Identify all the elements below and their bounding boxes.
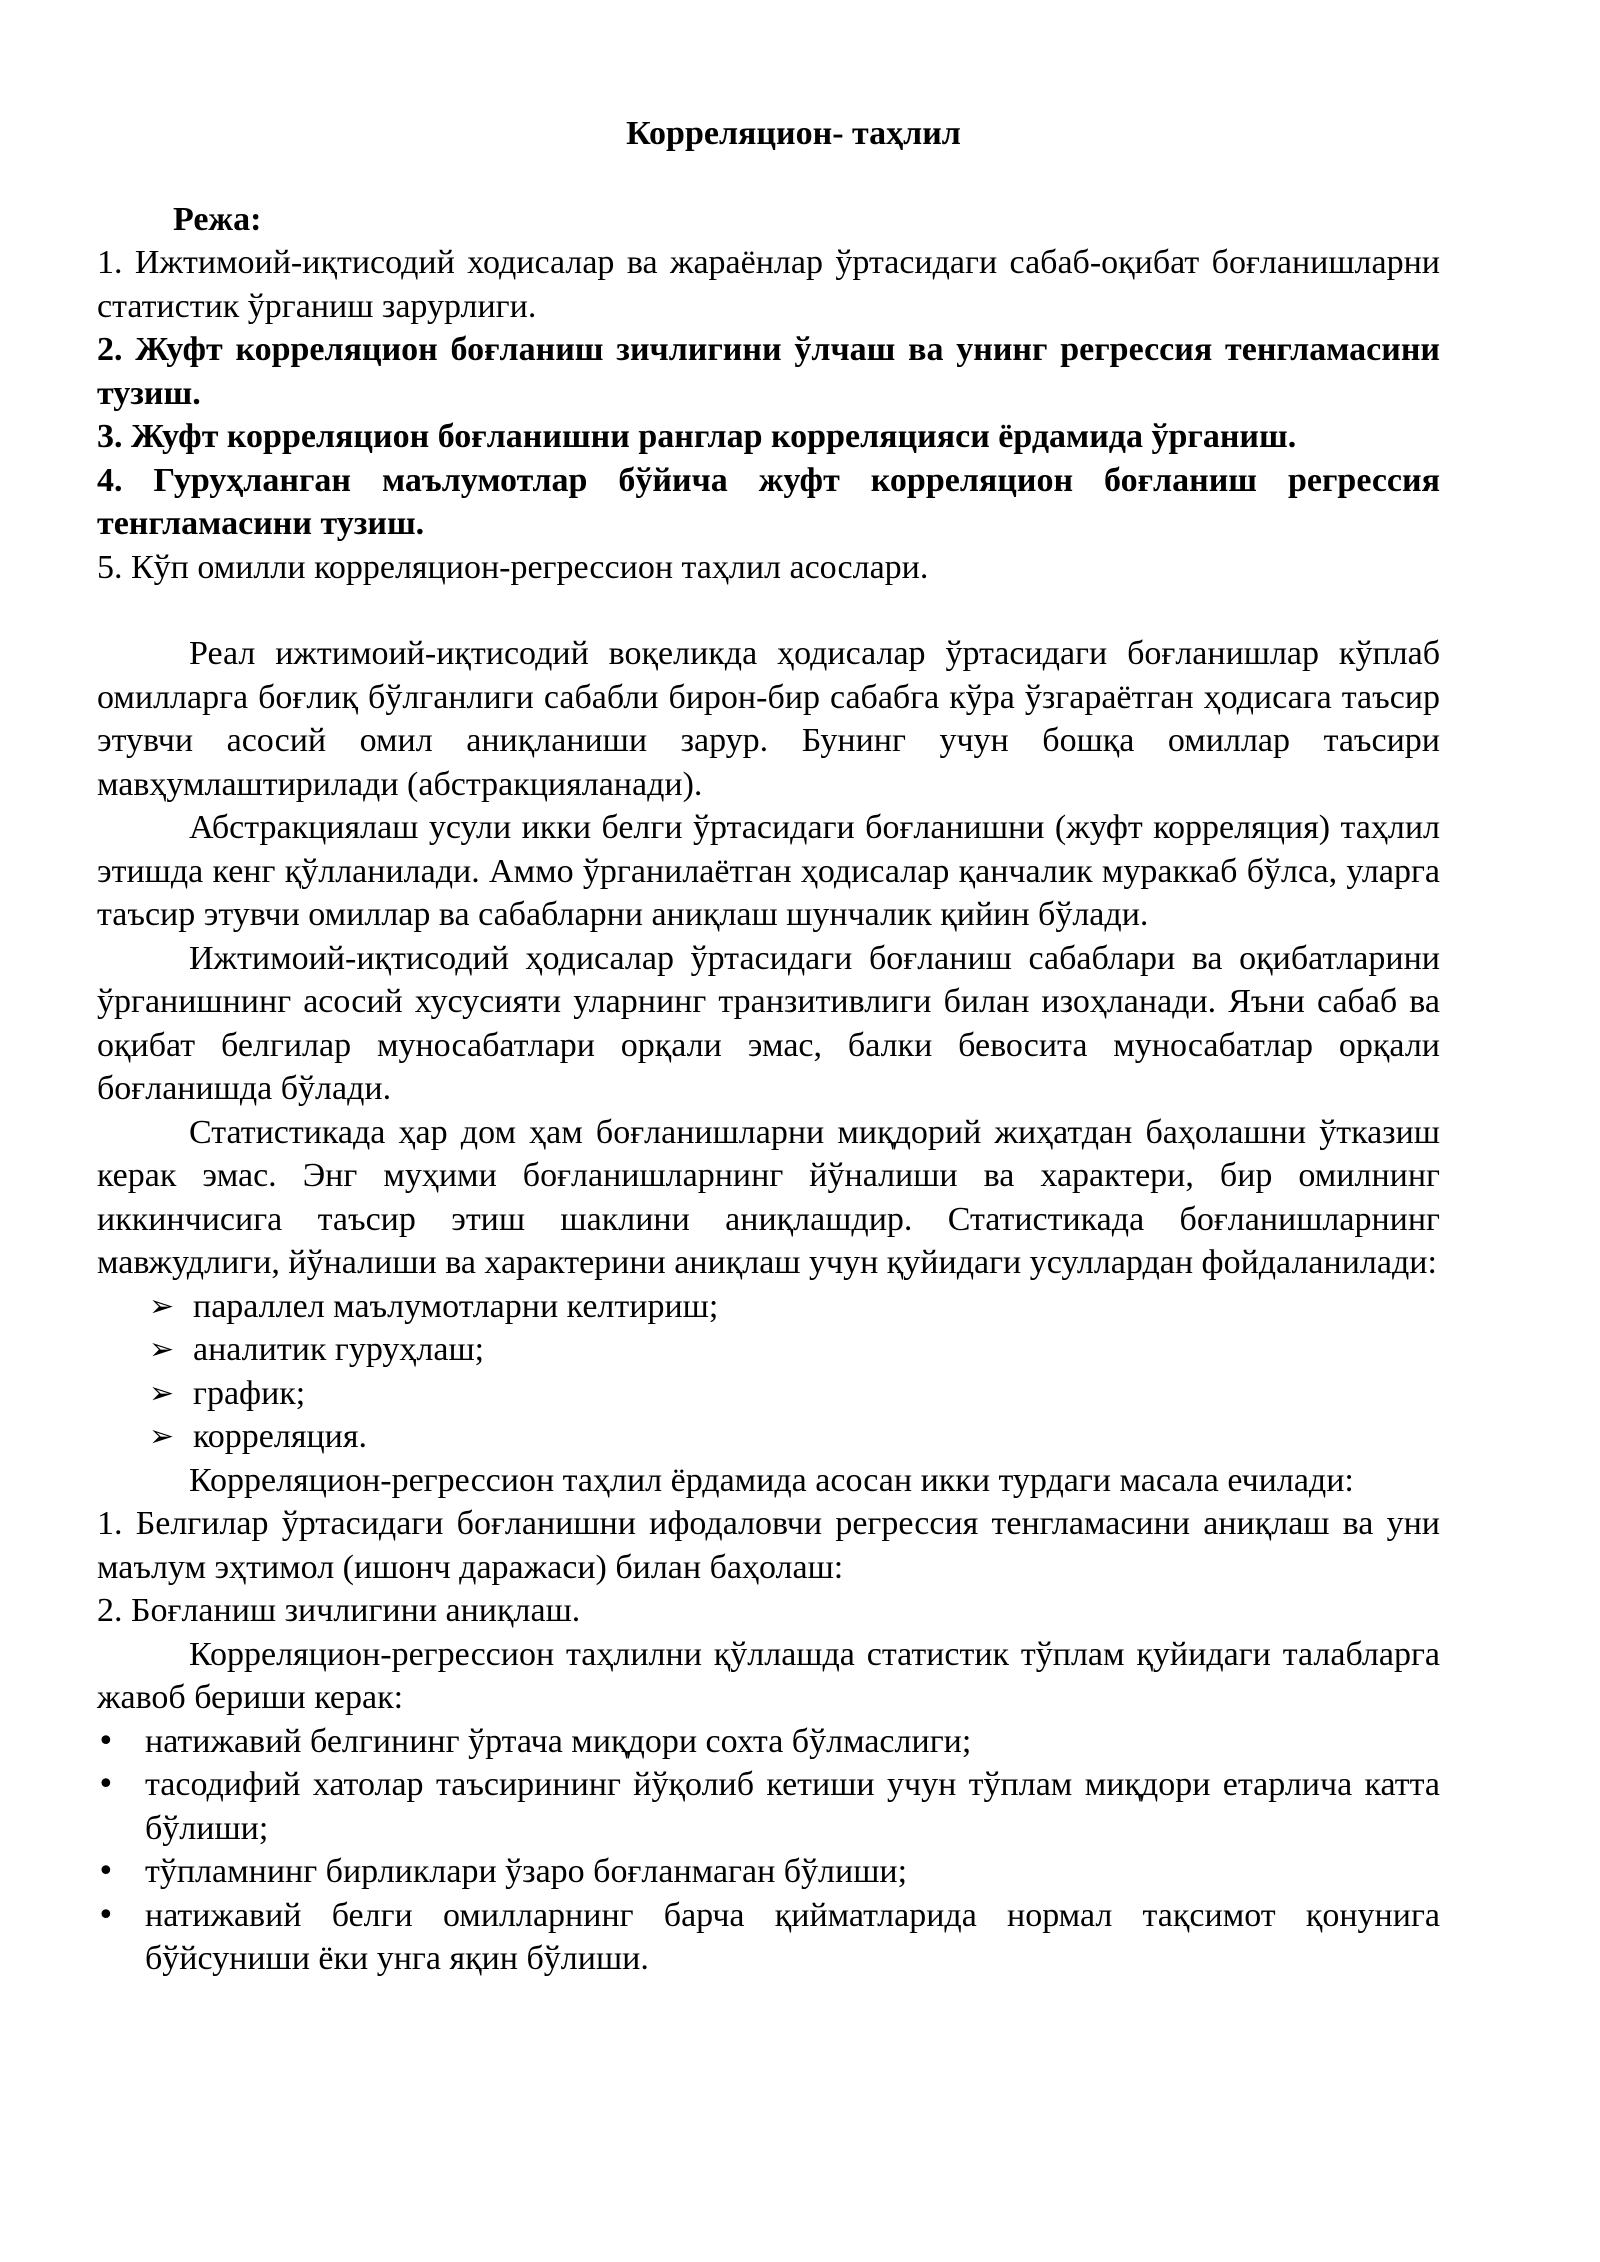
plan-item-4: 4. Гуруҳланган маълумотлар бўйича жуфт корреляцион боғланиш регрессия тенгламасини тузиш.	[97, 461, 1440, 542]
dot-bullet-icon: •	[97, 1897, 115, 1933]
list-item-text: параллел маълумотларни келтириш;	[193, 1287, 719, 1325]
plan-item-5: 5. Кўп омилли корреляцион-регрессион таҳлил асослари.	[97, 548, 929, 586]
dot-bullet-icon: •	[97, 1723, 115, 1759]
list-item-text: тўпламнинг бирликлари ўзаро боғланмаган бўлиши;	[145, 1853, 908, 1890]
arrow-bullet-icon: ➢	[149, 1419, 175, 1454]
plan-item-1: 1. Ижтимоий-иқтисодий ходисалар ва жараёнлар ўртасидаги сабаб-оқибат боғланишларни статистик ўрганиш зарурлиги.	[97, 244, 1440, 325]
list-item-text: аналитик гуруҳлаш;	[193, 1331, 485, 1368]
arrow-bullet-icon: ➢	[149, 1375, 175, 1411]
plan-item-2: 2. Жуфт корреляцион боғланиш зичлигини ўлчаш ва унинг регрессия тенгламасини тузиш.	[97, 331, 1440, 412]
paragraph-5: Корреляцион-регрессион таҳлил ёрдамида асосан икки турдаги масала ечилади:	[189, 1461, 1354, 1499]
list-item-text: корреляция.	[193, 1418, 368, 1455]
plan-heading: Режа:	[173, 200, 262, 238]
list-item	[97, 1763, 1440, 1850]
paragraph-1: Реал ижтимоий-иқтисодий воқеликда ҳодисалар ўртасидаги боғланишлар кўплаб омилларга боғлиқ бўлганлиги сабабли бирон-бир сабабга кўра ўзгараётган ҳодисага таъсир этувчи асосий омил аниқланиши зарур. Бунинг учун бошқа омиллар таъсири мавҳумлаштирилади (абстракцияланади).	[97, 635, 1440, 803]
methods-list	[97, 1285, 1440, 1459]
list-item	[97, 1894, 1440, 1981]
arrow-bullet-icon: ➢	[149, 1288, 175, 1324]
plan-item-3: 3. Жуфт корреляцион боғланишни ранглар корреляцияси ёрдамида ўрганиш.	[97, 418, 1297, 455]
list-item-text: график;	[193, 1374, 306, 1412]
paragraph-4: Статистикада ҳар дом ҳам боғланишларни миқдорий жиҳатдан баҳолашни ўтказиш керак эмас. Энг муҳими боғланишларнинг йўналиши ва характери, бир омилнинг иккинчисига таъсир этиш шаклини аниқлашдир. Статистикада боғланишларнинг мавжудлиги, йўналиши ва характерини аниқлаш учун қуйидаги усуллардан фойдаланилади:	[97, 1113, 1440, 1281]
task-item-2: 2. Боғланиш зичлигини аниқлаш.	[97, 1592, 581, 1629]
list-item-text: тасодифий хатолар таъсирининг йўқолиб кетиши учун тўплам миқдори етарлича катта бўлиши;	[145, 1766, 1440, 1847]
paragraph-6: Корреляцион-регрессион таҳлилни қўллашда статистик тўплам қуйидаги талабларга жавоб бериши керак:	[97, 1635, 1440, 1716]
dot-bullet-icon: •	[97, 1854, 115, 1889]
list-item-text: натижавий белгининг ўртача миқдори сохта бўлмаслиги;	[145, 1722, 972, 1760]
plan-list	[97, 241, 1440, 589]
list-item-text: натижавий белги омилларнинг барча қийматларида нормал тақсимот қонунига бўйсуниши ёки унга яқин бўлиши.	[145, 1896, 1440, 1977]
paragraph-2: Абстракциялаш усули икки белги ўртасидаги боғланишни (жуфт корреляция) таҳлил этишда кенг қўлланилади. Аммо ўрганилаётган ҳодисалар қанчалик мураккаб бўлса, уларга таъсир этувчи омиллар ва сабабларни аниқлаш шунчалик қийин бўлади.	[97, 809, 1440, 933]
list-item	[97, 1720, 1440, 1764]
list-item	[97, 1285, 1440, 1329]
dot-bullet-icon: •	[97, 1767, 115, 1802]
task-item-1: 1. Белгилар ўртасидаги боғланишни ифодаловчи регрессия тенгламасини аниқлаш ва уни маълум эҳтимол (ишонч даражаси) билан баҳолаш:	[97, 1505, 1440, 1586]
list-item	[97, 1415, 1440, 1459]
list-item	[97, 1328, 1440, 1372]
page-title: Корреляцион- таҳлил	[626, 115, 961, 152]
arrow-bullet-icon: ➢	[149, 1332, 175, 1367]
section-spacer	[97, 589, 1440, 632]
paragraph-3: Ижтимоий-иқтисодий ҳодисалар ўртасидаги боғланиш сабаблари ва оқибатларини ўрганишнинг асосий хусусияти уларнинг транзитивлиги билан изоҳланади. Яъни сабаб ва оқибат белгилар муносабатлари орқали эмас, балки бевосита муносабатлар орқали боғланишда бўлади.	[97, 939, 1440, 1107]
requirements-list	[97, 1720, 1440, 1981]
list-item	[97, 1372, 1440, 1416]
list-item	[97, 1850, 1440, 1894]
